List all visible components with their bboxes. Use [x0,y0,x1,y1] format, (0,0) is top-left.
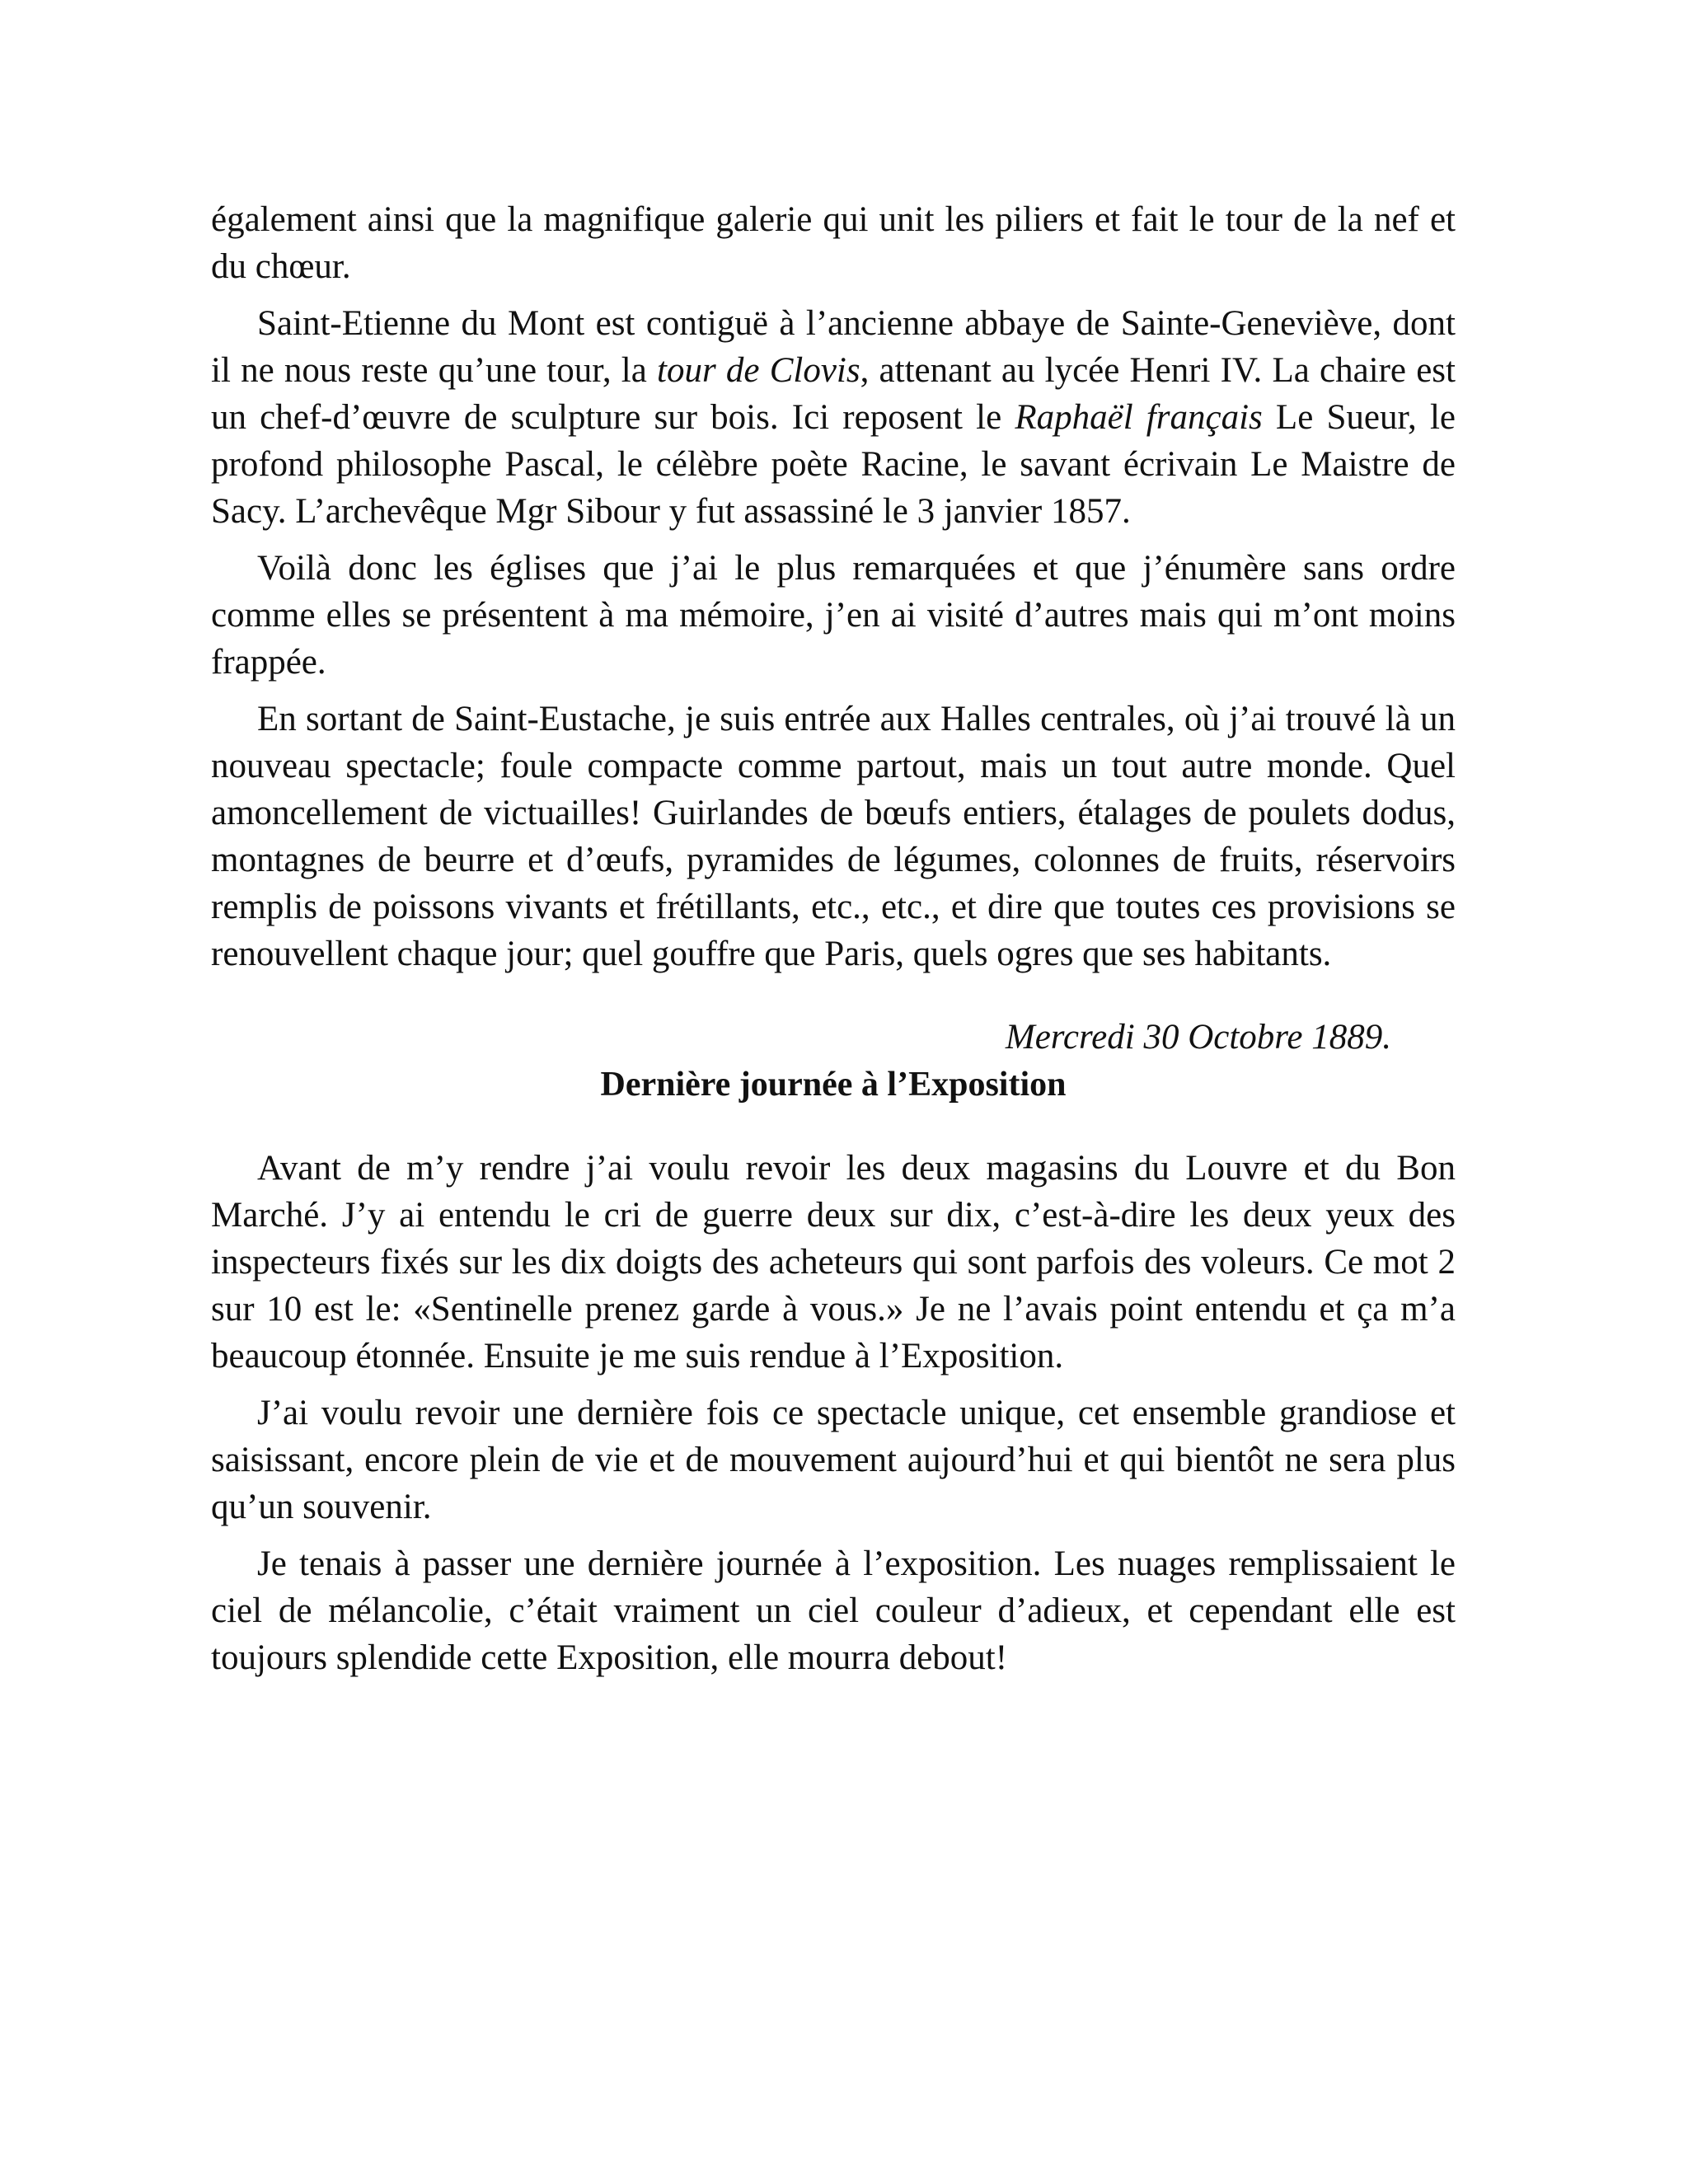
section-heading: Dernière journée à l’Exposition [600,1066,1067,1104]
paragraph-text: également ainsi que la magnifique galerie qui unit les piliers et fait le tour de la nef et du chœur. [211,200,1456,286]
paragraph-4 [211,696,1456,977]
italic-epithet: Raphaël français [1015,398,1263,437]
paragraph-text: J’ai voulu revoir une dernière fois ce spectacle unique, cet ensemble grandiose et saisissant, encore plein de vie et de mouvement aujourd’hui et qui bientôt ne sera plus qu’un souvenir. [211,1394,1456,1526]
paragraph-7 [211,1540,1456,1681]
paragraph-text: , attenant au lycée Henri IV. La chaire est un chef-d’œuvre de sculpture sur bois. Ici reposent le [211,351,1456,437]
paragraph-1 [211,196,1456,290]
paragraph-3 [211,545,1456,686]
paragraph-text: Je tenais à passer une dernière journée à l’exposition. Les nuages remplissaient le ciel de mélancolie, c’était vraiment un ciel couleur d’adieux, et cependant elle est toujours splendide cette Exposition, elle mourra debout! [211,1544,1456,1677]
italic-place-name: tour de Clovis [657,351,860,390]
paragraph-5 [211,1145,1456,1380]
paragraph-text: Le Sueur, le profond philosophe Pascal, le célèbre poète Racine, le savant écrivain Le Maistre de Sacy. L’archevêque Mgr Sibour y fut assassiné le 3 janvier 1857. [211,398,1456,531]
paragraph-2 [211,300,1456,535]
paragraph-text: Saint-Etienne du Mont est contiguë à l’ancienne abbaye de Sainte-Geneviève, dont il ne nous reste qu’une tour, la [211,304,1456,390]
dateline: Mercredi 30 Octobre 1889. [1005,1018,1391,1057]
paragraph-text: Voilà donc les églises que j’ai le plus remarquées et que j’énumère sans ordre comme elles se présentent à ma mémoire, j’en ai visité d’autres mais qui m’ont moins frappée. [211,549,1456,682]
paragraph-6 [211,1390,1456,1530]
document-page [211,196,1456,1691]
paragraph-text: Avant de m’y rendre j’ai voulu revoir les deux magasins du Louvre et du Bon Marché. J’y ai entendu le cri de guerre deux sur dix, c’est-à-dire les deux yeux des inspecteurs fixés sur les dix doigts des acheteurs qui sont parfois des voleurs. Ce mot 2 sur 10 est le: «Sentinelle prenez garde à vous.» Je ne l’avais point entendu et ça m’a beaucoup étonnée. Ensuite je me suis rendue à l’Exposition. [211,1149,1456,1376]
paragraph-text: En sortant de Saint-Eustache, je suis entrée aux Halles centrales, où j’ai trouvé là un nouveau spectacle; foule compacte comme partout, mais un tout autre monde. Quel amoncellement de victuailles! Guirlandes de bœufs entiers, étalages de poulets dodus, montagnes de beurre et d’œufs, pyramides de légumes, colonnes de fruits, réservoirs remplis de poissons vivants et frétillants, etc., etc., et dire que toutes ces provisions se renouvellent chaque jour; quel gouffre que Paris, quels ogres que ses habitants. [211,700,1456,973]
